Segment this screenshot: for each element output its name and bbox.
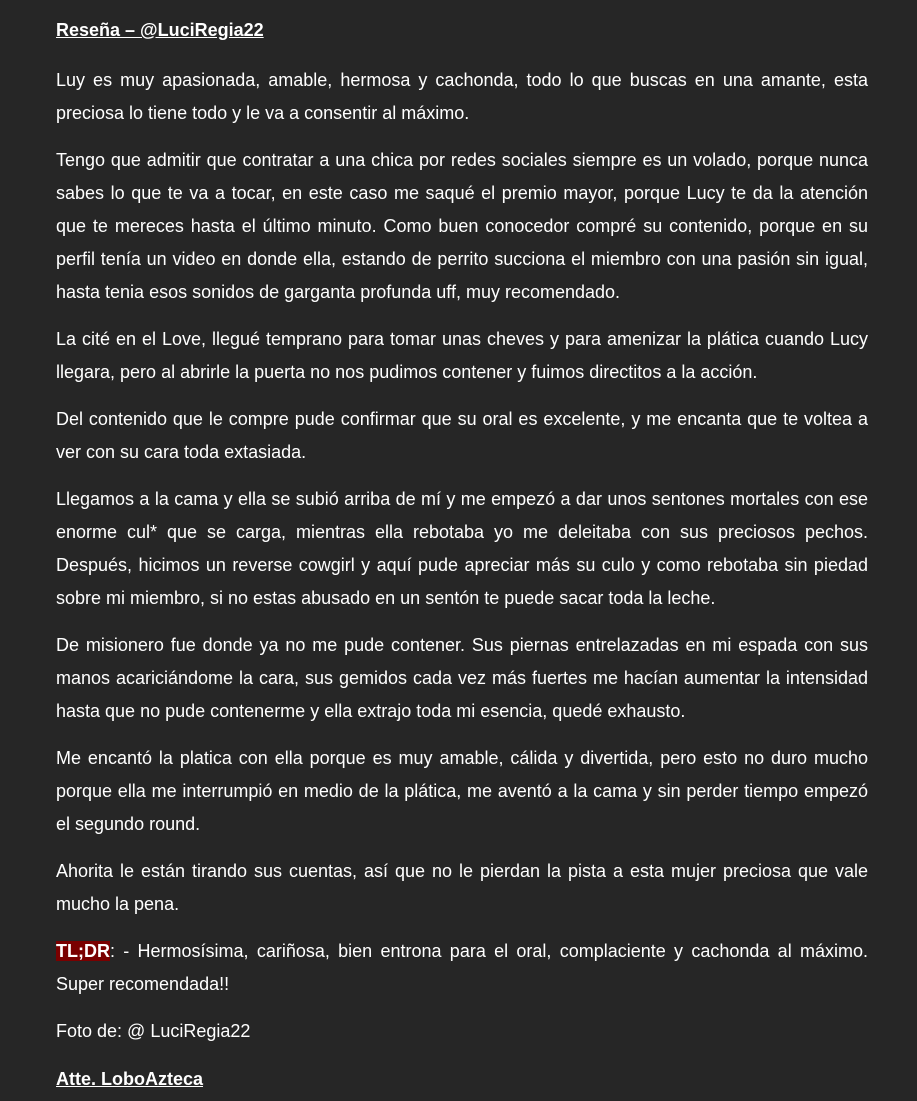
paragraph-4: Del contenido que le compre pude confirmar que su oral es excelente, y me encanta que te voltea a ver con su cara toda extasiada.	[56, 409, 868, 462]
signature: Atte. LoboAzteca	[56, 1069, 204, 1089]
paragraph-6: De misionero fue donde ya no me pude contener. Sus piernas entrelazadas en mi espada con sus manos acariciándome la cara, sus gemidos cada vez más fuertes me hacían aumentar la intensidad hasta que no pude contenerme y ella extrajo toda mi esencia, quedé exhausto.	[56, 635, 868, 721]
photo-credit: Foto de: @ LuciRegia22	[56, 1021, 251, 1041]
review-title: Reseña – @LuciRegia22	[56, 20, 264, 40]
paragraph-1: Luy es muy apasionada, amable, hermosa y cachonda, todo lo que buscas en una amante, esta preciosa lo tiene todo y le va a consentir al máximo.	[56, 70, 868, 123]
paragraph-5: Llegamos a la cama y ella se subió arriba de mí y me empezó a dar unos sentones mortales con ese enorme cul* que se carga, mientras ella rebotaba yo me deleitaba con sus preciosos pechos. Después, hicimos un reverse cowgirl y aquí pude apreciar más su culo y como rebotaba sin piedad sobre mi miembro, si no estas abusado en un sentón te puede sacar toda la leche.	[56, 489, 868, 608]
paragraph-8: Ahorita le están tirando sus cuentas, así que no le pierdan la pista a esta mujer preciosa que vale mucho la pena.	[56, 861, 868, 914]
paragraph-7: Me encantó la platica con ella porque es muy amable, cálida y divertida, pero esto no duro mucho porque ella me interrumpió en medio de la plática, me aventó a la cama y sin perder tiempo empezó el segundo round.	[56, 748, 868, 834]
tldr-paragraph	[56, 935, 868, 1001]
review-document	[56, 17, 868, 1093]
tldr-label: TL;DR	[56, 941, 110, 961]
paragraph-2: Tengo que admitir que contratar a una chica por redes sociales siempre es un volado, porque nunca sabes lo que te va a tocar, en este caso me saqué el premio mayor, porque Lucy te da la atención que te mereces hasta el último minuto. Como buen conocedor compré su contenido, porque en su perfil tenía un video en donde ella, estando de perrito succiona el miembro con una pasión sin igual, hasta tenia esos sonidos de garganta profunda uff, muy recomendado.	[56, 150, 868, 302]
paragraph-3: La cité en el Love, llegué temprano para tomar unas cheves y para amenizar la plática cuando Lucy llegara, pero al abrirle la puerta no nos pudimos contener y fuimos directitos a la acción.	[56, 329, 868, 382]
tldr-text: : - Hermosísima, cariñosa, bien entrona para el oral, complaciente y cachonda al máximo. Super recomendada!!	[56, 941, 868, 994]
